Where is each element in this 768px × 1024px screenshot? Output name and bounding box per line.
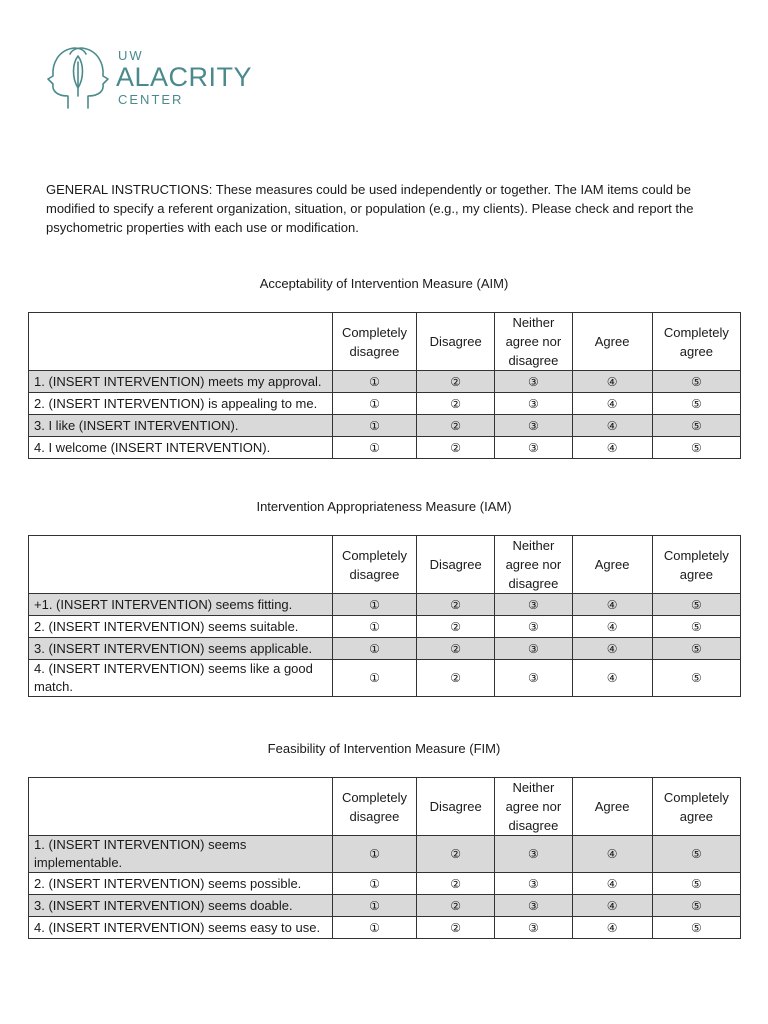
aim-1-option-3[interactable]: ③ [495,371,572,393]
aim-3-option-4[interactable]: ④ [572,415,652,437]
fim-1-option-5[interactable]: ⑤ [652,836,740,873]
aim-1-option-2[interactable]: ② [417,371,495,393]
table-row [29,437,741,459]
table-row [29,371,741,393]
aim-item-1: 1. (INSERT INTERVENTION) meets my approval. [29,371,333,393]
fim-3-option-5[interactable]: ⑤ [652,895,740,917]
iam-1-option-2[interactable]: ② [417,594,495,616]
aim-header-completely-disagree: Completely disagree [332,313,416,371]
aim-1-option-5[interactable]: ⑤ [652,371,740,393]
table-row [29,917,741,939]
fim-item-4: 4. (INSERT INTERVENTION) seems easy to use. [29,917,333,939]
iam-3-option-2[interactable]: ② [417,638,495,660]
aim-4-option-5[interactable]: ⑤ [652,437,740,459]
iam-item-2: 2. (INSERT INTERVENTION) seems suitable. [29,616,333,638]
fim-1-option-1[interactable]: ① [332,836,416,873]
fim-header-disagree: Disagree [417,778,495,836]
table-row [29,393,741,415]
aim-item-3: 3. I like (INSERT INTERVENTION). [29,415,333,437]
iam-1-option-4[interactable]: ④ [572,594,652,616]
fim-1-option-2[interactable]: ② [417,836,495,873]
table-row [29,836,741,873]
aim-4-option-3[interactable]: ③ [495,437,572,459]
iam-3-option-1[interactable]: ① [332,638,416,660]
table-row [29,895,741,917]
aim-item-2: 2. (INSERT INTERVENTION) is appealing to me. [29,393,333,415]
aim-2-option-5[interactable]: ⑤ [652,393,740,415]
fim-3-option-1[interactable]: ① [332,895,416,917]
fim-header-neither: Neither agree nor disagree [495,778,572,836]
iam-4-option-1[interactable]: ① [332,660,416,697]
iam-title: Intervention Appropriateness Measure (IAM) [256,499,512,514]
alacrity-logo [44,44,252,110]
fim-3-option-4[interactable]: ④ [572,895,652,917]
fim-3-option-3[interactable]: ③ [495,895,572,917]
aim-header-agree: Agree [572,313,652,371]
iam-2-option-4[interactable]: ④ [572,616,652,638]
fim-4-option-1[interactable]: ① [332,917,416,939]
iam-3-option-5[interactable]: ⑤ [652,638,740,660]
iam-4-option-3[interactable]: ③ [495,660,572,697]
logo-alacrity: ALACRITY [116,61,253,92]
fim-header-completely-disagree: Completely disagree [332,778,416,836]
aim-header-neither: Neither agree nor disagree [495,313,572,371]
aim-3-option-5[interactable]: ⑤ [652,415,740,437]
iam-item-4: 4. (INSERT INTERVENTION) seems like a good match. [29,660,333,697]
iam-1-option-5[interactable]: ⑤ [652,594,740,616]
aim-item-4: 4. I welcome (INSERT INTERVENTION). [29,437,333,459]
fim-4-option-5[interactable]: ⑤ [652,917,740,939]
iam-2-option-1[interactable]: ① [332,616,416,638]
iam-table [28,535,741,697]
table-row [29,873,741,895]
fim-1-option-3[interactable]: ③ [495,836,572,873]
aim-2-option-4[interactable]: ④ [572,393,652,415]
fim-2-option-2[interactable]: ② [417,873,495,895]
fim-2-option-4[interactable]: ④ [572,873,652,895]
fim-2-option-3[interactable]: ③ [495,873,572,895]
aim-2-option-1[interactable]: ① [332,393,416,415]
fim-item-1: 1. (INSERT INTERVENTION) seems implementable. [29,836,333,873]
fim-4-option-2[interactable]: ② [417,917,495,939]
iam-header-neither: Neither agree nor disagree [495,536,572,594]
logo-center: CENTER [118,91,184,107]
iam-3-option-4[interactable]: ④ [572,638,652,660]
fim-header-row [29,778,741,836]
fim-3-option-2[interactable]: ② [417,895,495,917]
iam-4-option-4[interactable]: ④ [572,660,652,697]
iam-1-option-3[interactable]: ③ [495,594,572,616]
iam-2-option-5[interactable]: ⑤ [652,616,740,638]
fim-4-option-4[interactable]: ④ [572,917,652,939]
table-row [29,616,741,638]
iam-header-agree: Agree [572,536,652,594]
iam-item-3: 3. (INSERT INTERVENTION) seems applicable. [29,638,333,660]
fim-2-option-1[interactable]: ① [332,873,416,895]
aim-4-option-2[interactable]: ② [417,437,495,459]
iam-4-option-2[interactable]: ② [417,660,495,697]
iam-header-disagree: Disagree [417,536,495,594]
table-row [29,638,741,660]
fim-title: Feasibility of Intervention Measure (FIM) [267,741,501,756]
fim-header-completely-agree: Completely agree [652,778,740,836]
aim-1-option-1[interactable]: ① [332,371,416,393]
iam-header-completely-agree: Completely agree [652,536,740,594]
iam-3-option-3[interactable]: ③ [495,638,572,660]
iam-header-row [29,536,741,594]
aim-title: Acceptability of Intervention Measure (AIM) [259,276,509,291]
aim-header-completely-agree: Completely agree [652,313,740,371]
table-row [29,415,741,437]
aim-table [28,312,741,459]
iam-4-option-5[interactable]: ⑤ [652,660,740,697]
fim-2-option-5[interactable]: ⑤ [652,873,740,895]
iam-header-blank [29,536,333,594]
general-instructions: GENERAL INSTRUCTIONS: These measures could be used independently or together. The IAM items could be modified to specify a referent organization, situation, or population (e.g., my clients). Please check and report the psychometric properties with each use or modification. [46,182,694,235]
aim-header-row [29,313,741,371]
iam-header-completely-disagree: Completely disagree [332,536,416,594]
iam-1-option-1[interactable]: ① [332,594,416,616]
aim-1-option-4[interactable]: ④ [572,371,652,393]
fim-1-option-4[interactable]: ④ [572,836,652,873]
table-row [29,594,741,616]
aim-header-disagree: Disagree [417,313,495,371]
twin-heads-leaf-icon [44,44,112,110]
fim-item-3: 3. (INSERT INTERVENTION) seems doable. [29,895,333,917]
aim-4-option-1[interactable]: ① [332,437,416,459]
fim-table [28,777,741,939]
logo-uw: UW [118,47,144,63]
iam-2-option-2[interactable]: ② [417,616,495,638]
table-row [29,660,741,697]
aim-3-option-2[interactable]: ② [417,415,495,437]
fim-header-blank [29,778,333,836]
aim-3-option-1[interactable]: ① [332,415,416,437]
fim-item-2: 2. (INSERT INTERVENTION) seems possible. [29,873,333,895]
fim-header-agree: Agree [572,778,652,836]
aim-2-option-3[interactable]: ③ [495,393,572,415]
iam-2-option-3[interactable]: ③ [495,616,572,638]
aim-header-blank [29,313,333,371]
fim-4-option-3[interactable]: ③ [495,917,572,939]
iam-item-1: +1. (INSERT INTERVENTION) seems fitting. [29,594,333,616]
aim-4-option-4[interactable]: ④ [572,437,652,459]
aim-3-option-3[interactable]: ③ [495,415,572,437]
aim-2-option-2[interactable]: ② [417,393,495,415]
